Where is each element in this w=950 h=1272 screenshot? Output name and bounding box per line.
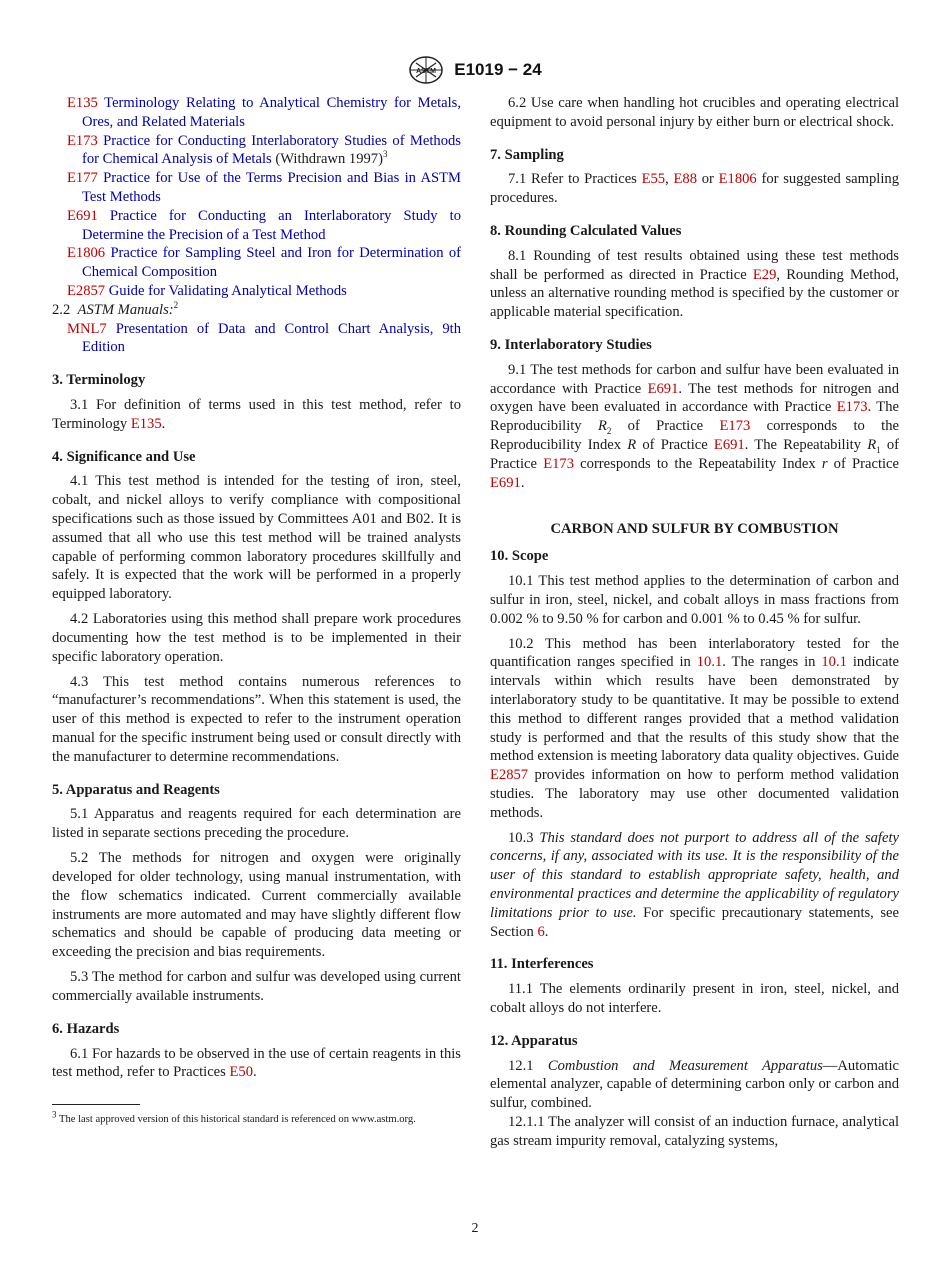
svg-text:ASTM: ASTM xyxy=(416,68,437,75)
para-10-1: 10.1 This test method applies to the determination of carbon and sulfur in iron, steel, nickel, and cobalt alloys in mass fractions from 0.002 % to 9.50 % for carbon and 0.001 % to 0.45 % for sulfur. xyxy=(490,572,899,627)
left-column xyxy=(52,94,461,1127)
link-e691[interactable]: E691 xyxy=(713,436,745,453)
reference-mnl7[interactable]: MNL7 Presentation of Data and Control Chart Analysis, 9th Edition xyxy=(67,320,461,356)
para-6-2: 6.2 Use care when handling hot crucibles and operating electrical equipment to avoid personal injury by either burn or electrical shock. xyxy=(490,95,899,130)
para-10-3: 10.3 This standard does not purport to address all of the safety concerns, if any, associated with its use. It is the responsibility of the user of this standard to establish appropriate safety, health, and environmental practices and determine the applicability of regulatory limitations prior to use. For specific precautionary statements, see Section 6. xyxy=(490,829,899,940)
link-e88[interactable]: E88 xyxy=(673,171,697,188)
reference-e177[interactable]: E177 Practice for Use of the Terms Precision and Bias in ASTM Test Methods xyxy=(67,170,461,205)
section-9-title: 9. Interlaboratory Studies xyxy=(490,336,652,353)
page-number: 2 xyxy=(471,1221,479,1236)
section-7-title: 7. Sampling xyxy=(490,146,564,163)
para-4-2: 4.2 Laboratories using this method shall prepare work procedures documenting how the test method is to be implemented in their specific laboratory operation. xyxy=(52,611,461,665)
page-header xyxy=(0,55,950,85)
reference-e173[interactable]: E173 Practice for Conducting Interlaboratory Studies of Methods for Chemical Analysis of Metals (Withdrawn 1997)$^3$ xyxy=(67,132,461,168)
para-5-3: 5.3 The method for carbon and sulfur was developed using current commercially available instruments. xyxy=(52,969,461,1005)
para-4-3: 4.3 This test method contains numerous references to “manufacturer’s recommendations”. When this statement is used, the user of this method is expected to refer to the instrument operation manual for the specific instrument being used or consult directly with the manufacturer to determine recommendations. xyxy=(52,673,461,765)
footnote-divider xyxy=(52,1104,140,1105)
reference-list xyxy=(52,94,461,301)
reference-e1806[interactable]: E1806 Practice for Sampling Steel and Iron for Determination of Chemical Composition xyxy=(67,245,461,281)
section-6-title: 6. Hazards xyxy=(52,1020,120,1037)
section-5-title: 5. Apparatus and Reagents xyxy=(52,781,220,798)
para-4-1: 4.1 This test method is intended for the testing of iron, steel, cobalt, and nickel alloys to verify compliance with compositional specifications such as those issued by Committees A01 and B02. It is assumed that all who use this test method will be trained analysts capable of performing common laboratory procedures skillfully and safely. It is expected that the work will be performed in a properly equipped laboratory. xyxy=(52,473,461,603)
link-e173[interactable]: E173 xyxy=(543,455,574,472)
para-8-1: 8.1 Rounding of test results obtained using these test methods shall be performed as directed in Practice E29, Rounding Method, unless an alternative rounding method is specified by the customer or applicable material specification. xyxy=(490,247,899,321)
link-e691[interactable]: E691 xyxy=(490,474,521,491)
reference-e2857[interactable]: E2857 Guide for Validating Analytical Methods xyxy=(67,282,347,299)
para-6-1: 6.1 For hazards to be observed in the use of certain reagents in this test method, refer to Practices E50. xyxy=(52,1045,461,1081)
footnote-3: $^3$ The last approved version of this historical standard is referenced on www.astm.org. xyxy=(52,1109,416,1126)
para-7-1: 7.1 Refer to Practices E55, E88 or E1806 for suggested sampling procedures. xyxy=(490,171,899,207)
link-section-6[interactable]: 6 xyxy=(537,923,545,940)
reference-e135[interactable]: E135 Terminology Relating to Analytical Chemistry for Metals, Ores, and Related Materials xyxy=(67,95,461,130)
link-e50[interactable]: E50 xyxy=(229,1064,254,1081)
link-e2857[interactable]: E2857 xyxy=(490,767,529,784)
document-code: E1019 − 24 xyxy=(454,60,542,79)
section-11-title: 11. Interferences xyxy=(490,956,594,973)
section-12-title: 12. Apparatus xyxy=(490,1032,578,1049)
link-e1806[interactable]: E1806 xyxy=(718,171,757,188)
link-e55[interactable]: E55 xyxy=(641,171,666,188)
link-10-1[interactable]: 10.1 xyxy=(696,654,723,671)
manuals-heading: 2.2 ASTM Manuals:$^2$ xyxy=(52,299,179,318)
para-12-1: 12.1 Combustion and Measurement Apparatus—Automatic elemental analyzer, capable of determining carbon only or carbon and sulfur, combined. xyxy=(490,1057,899,1112)
link-e173[interactable]: E173 xyxy=(719,418,751,435)
reference-e691[interactable]: E691 Practice for Conducting an Interlaboratory Study to Determine the Precision of a Test Method xyxy=(67,207,461,243)
link-e173[interactable]: E173 xyxy=(836,399,868,416)
link-10-1[interactable]: 10.1 xyxy=(821,654,847,671)
part-title: CARBON AND SULFUR BY COMBUSTION xyxy=(550,521,839,538)
para-10-2: 10.2 This method has been interlaboratory tested for the quantification ranges specified in 10.1. The ranges in 10.1 indicate intervals within which results have been demonstrated by interlaboratory study to be quantitative. It may be possible to extend this method to different ranges provided that a method validation study is performed and that the results of this study show that the method extension is meeting laboratory data quality objectives. Guide E2857 provides information on how to perform method validation studies. The laboratory may use other documented validation methods. xyxy=(490,635,900,821)
para-9-1: 9.1 The test methods for carbon and sulfur have been evaluated in accordance with Practice E691. The test methods for nitrogen and oxygen have been evaluated in accordance with Practice E173. The Reproducibility $R_2$ of Practice E173 corresponds to the Reproducibility Index R of Practice E691. The Repeatability $R_1$ of Practice E173 corresponds to the Repeatability Index r of Practice E691. xyxy=(490,361,900,491)
right-column xyxy=(490,94,899,1157)
astm-logo-icon xyxy=(408,55,444,85)
link-e691[interactable]: E691 xyxy=(647,380,679,397)
para-3-1: 3.1 For definition of terms used in this test method, refer to Terminology E135. xyxy=(52,396,461,432)
link-e135[interactable]: E135 xyxy=(130,415,162,432)
para-5-2: 5.2 The methods for nitrogen and oxygen were originally developed for older technology, using manual instrumentation, with the flow schematics indicated. Current commercially available instruments are more automated and may have slightly different flow schematics and should be capable of producing data meeting or exceeding the precision and bias requirements. xyxy=(52,850,461,961)
section-10-title: 10. Scope xyxy=(490,548,549,565)
section-4-title: 4. Significance and Use xyxy=(52,448,196,465)
link-e29[interactable]: E29 xyxy=(752,266,777,283)
para-11-1: 11.1 The elements ordinarily present in iron, steel, nickel, and cobalt alloys do not interfere. xyxy=(490,981,899,1017)
section-3-title: 3. Terminology xyxy=(52,372,146,389)
para-5-1: 5.1 Apparatus and reagents required for each determination are listed in separate sections preceding the procedure. xyxy=(52,806,461,842)
section-8-title: 8. Rounding Calculated Values xyxy=(490,222,682,239)
para-12-1-1: 12.1.1 The analyzer will consist of an induction furnace, analytical gas stream impurity removal, catalyzing systems, xyxy=(490,1114,899,1149)
